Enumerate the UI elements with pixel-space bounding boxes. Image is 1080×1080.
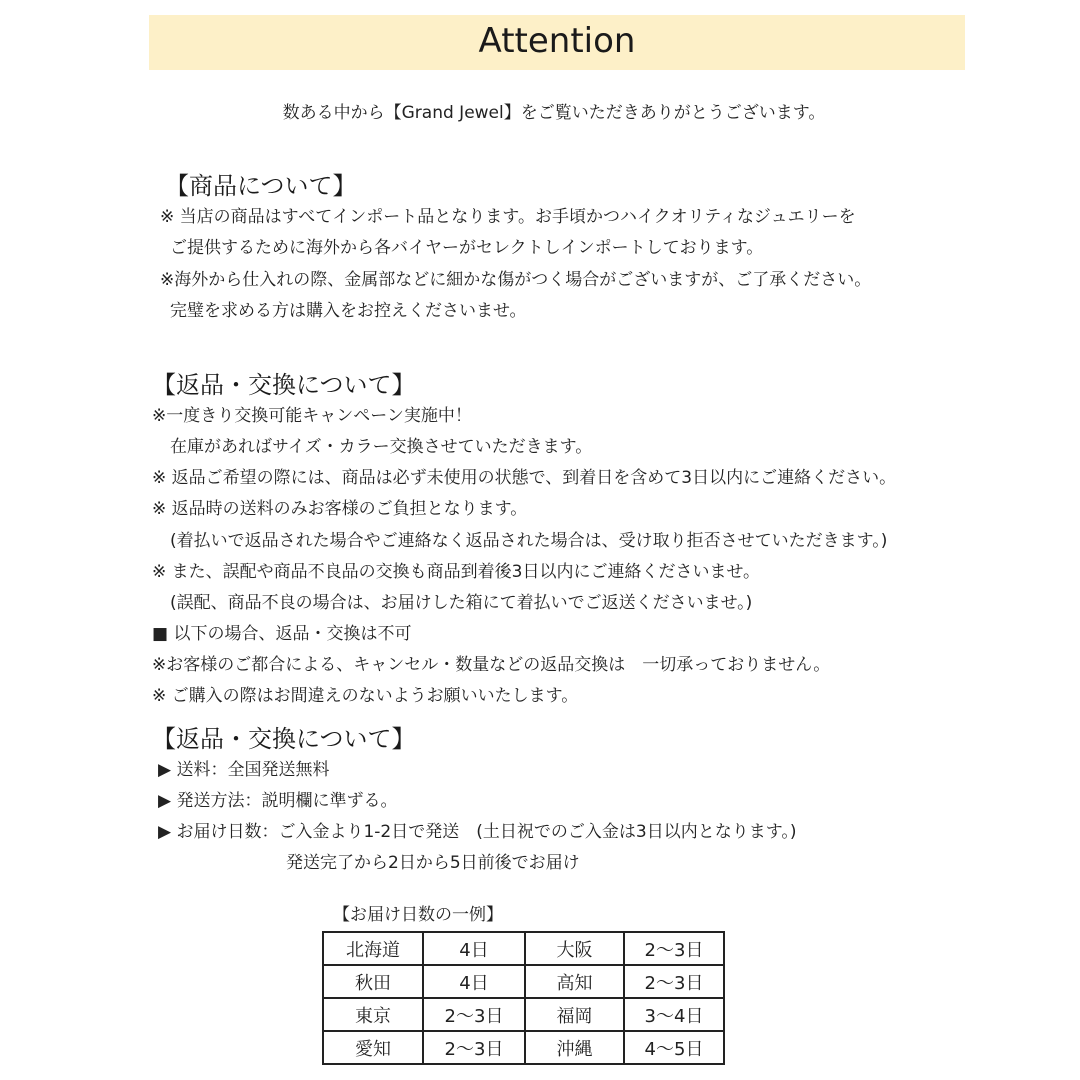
attention-banner: [149, 15, 965, 70]
section2-line: (着払いで返品された場合やご連絡なく返品された場合は、受け取り拒否させていただきます。): [170, 531, 888, 551]
table-cell: 秋田: [323, 965, 423, 998]
table-cell: 福岡: [525, 998, 624, 1031]
delivery-days-table: [322, 931, 725, 1065]
table-cell: 4〜5日: [624, 1031, 724, 1064]
section2-line: ※ また、誤配や商品不良品の交換も商品到着後3日以内にご連絡くださいませ。: [152, 562, 760, 582]
section1-line: ※ 当店の商品はすべてインポート品となります。お手頃かつハイクオリティなジュエリーを: [160, 207, 856, 227]
section2-line: ※ ご購入の際はお間違えのないようお願いいたします。: [152, 686, 579, 706]
delivery-table-caption: 【お届け日数の一例】: [333, 905, 503, 925]
section2-line: ※お客様のご都合による、キャンセル・数量などの返品交換は 一切承っておりません。: [152, 655, 831, 675]
section1-line: ※海外から仕入れの際、金属部などに細かな傷がつく場合がございますが、ご了承ください。: [160, 270, 872, 290]
table-row: [323, 998, 724, 1031]
section3-line: 発送完了から2日から5日前後でお届け: [286, 853, 580, 873]
table-cell: 3〜4日: [624, 998, 724, 1031]
greeting-text: 数ある中から【Grand Jewel】をご覧いただきありがとうございます。: [282, 103, 826, 123]
table-cell: 2〜3日: [423, 1031, 525, 1064]
table-cell: 4日: [423, 965, 525, 998]
table-cell: 2〜3日: [423, 998, 525, 1031]
section2-line: ■ 以下の場合、返品・交換は不可: [152, 624, 412, 644]
section2-line: (誤配、商品不良の場合は、お届けした箱にて着払いでご返送くださいませ。): [170, 593, 753, 613]
table-cell: 2〜3日: [624, 932, 724, 965]
table-cell: 4日: [423, 932, 525, 965]
table-cell: 北海道: [323, 932, 423, 965]
section2-line: 在庫があればサイズ・カラー交換させていただきます。: [170, 437, 593, 457]
table-cell: 沖縄: [525, 1031, 624, 1064]
table-cell: 2〜3日: [624, 965, 724, 998]
section2-line: ※一度きり交換可能キャンペーン実施中！: [152, 406, 472, 426]
banner-title: Attention: [478, 21, 636, 61]
table-cell: 東京: [323, 998, 423, 1031]
table-cell: 愛知: [323, 1031, 423, 1064]
table-row: [323, 932, 724, 965]
section1-line: ご提供するために海外から各バイヤーがセレクトしインポートしております。: [170, 238, 764, 258]
section-heading-product: 【商品について】: [165, 172, 357, 200]
table-row: [323, 965, 724, 998]
table-cell: 大阪: [525, 932, 624, 965]
section3-line: ▶ 発送方法：説明欄に準ずる。: [158, 791, 398, 811]
table-cell: 高知: [525, 965, 624, 998]
section-heading-returns: 【返品・交換について】: [152, 371, 416, 399]
section-heading-shipping: 【返品・交換について】: [152, 725, 416, 753]
section3-line: ▶ 送料：全国発送無料: [158, 760, 330, 780]
section1-line: 完璧を求める方は購入をお控えくださいませ。: [170, 301, 527, 321]
section2-line: ※ 返品ご希望の際には、商品は必ず未使用の状態で、到着日を含めて3日以内にご連絡ください。: [152, 468, 897, 488]
table-row: [323, 1031, 724, 1064]
section3-line: ▶ お届け日数：ご入金より1-2日で発送 (土日祝でのご入金は3日以内となります。): [158, 822, 797, 842]
section2-line: ※ 返品時の送料のみお客様のご負担となります。: [152, 499, 528, 519]
